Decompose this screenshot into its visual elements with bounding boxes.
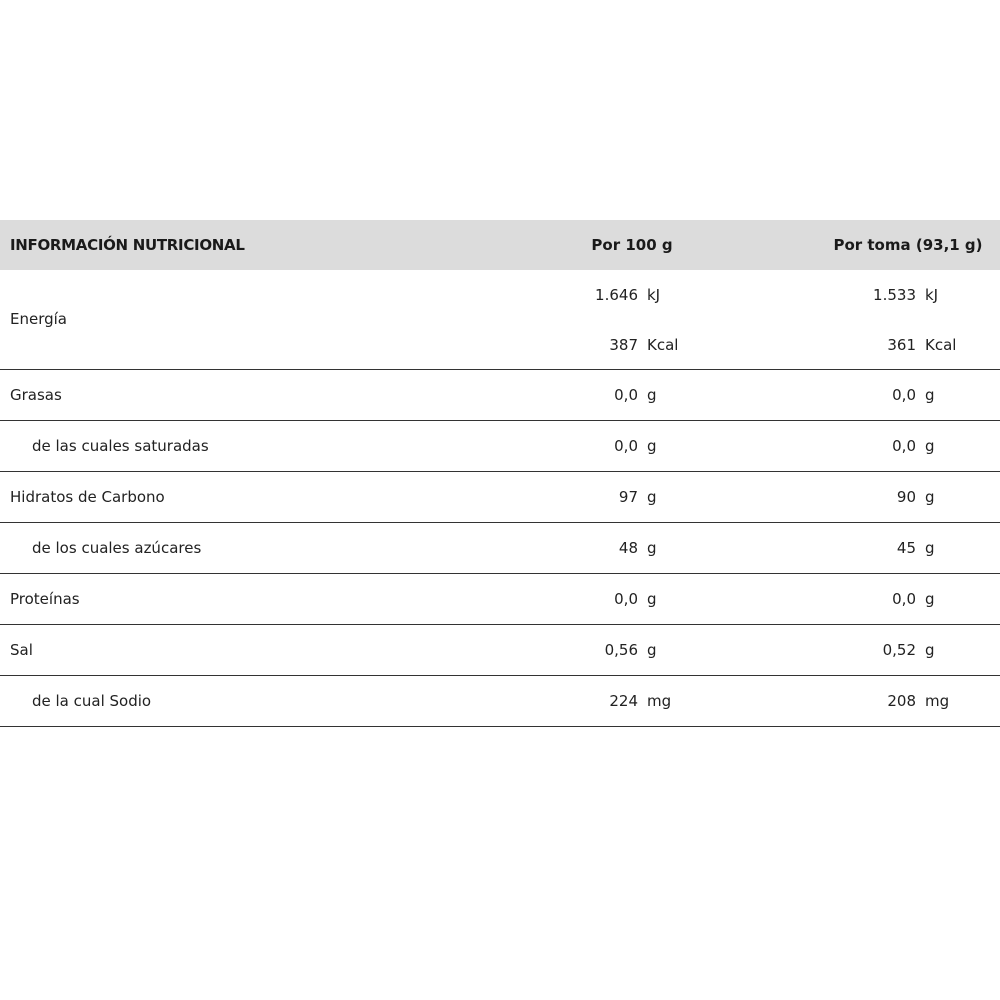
value: 0,0: [892, 590, 916, 608]
value-per-100g: [560, 370, 690, 420]
table-title: INFORMACIÓN NUTRICIONAL: [10, 236, 245, 254]
unit: g: [647, 641, 657, 659]
value: 0,0: [614, 590, 638, 608]
unit: g: [647, 437, 657, 455]
value: 45: [896, 539, 916, 557]
value-per-100g: [560, 421, 690, 471]
table-row-protein: [0, 574, 1000, 625]
value: 1.646: [595, 286, 638, 304]
unit: g: [647, 590, 657, 608]
unit: g: [925, 488, 935, 506]
value: 0,52: [882, 641, 916, 659]
row-label: Proteínas: [10, 590, 80, 608]
unit: g: [925, 539, 935, 557]
nutrition-table: [0, 220, 1000, 727]
unit: g: [647, 386, 657, 404]
value-per-serving: [838, 625, 968, 675]
unit: g: [647, 488, 657, 506]
unit: mg: [925, 692, 950, 710]
unit: g: [647, 539, 657, 557]
energy-kcal-per-100g: [560, 320, 690, 370]
unit: g: [925, 386, 935, 404]
row-label: Energía: [10, 310, 67, 328]
value-per-100g: [560, 472, 690, 522]
value: 387: [609, 336, 638, 354]
value: 0,0: [614, 386, 638, 404]
table-row-energy: [0, 270, 1000, 370]
value-per-100g: [560, 574, 690, 624]
row-label: de la cual Sodio: [32, 692, 152, 710]
table-header: [0, 220, 1000, 270]
value: 224: [609, 692, 638, 710]
table-row-sodium: [0, 676, 1000, 727]
unit: mg: [647, 692, 672, 710]
table-row-salt: [0, 625, 1000, 676]
value-per-serving: [838, 676, 968, 726]
value: 0,0: [614, 437, 638, 455]
row-label: Sal: [10, 641, 33, 659]
unit: Kcal: [647, 336, 679, 354]
unit: g: [925, 437, 935, 455]
row-label: Grasas: [10, 386, 62, 404]
value: 0,0: [892, 386, 916, 404]
value: 90: [896, 488, 916, 506]
value-per-100g: [560, 676, 690, 726]
row-label: Hidratos de Carbono: [10, 488, 165, 506]
value: 97: [618, 488, 638, 506]
energy-kcal-per-serving: [838, 320, 968, 370]
value-per-serving: [838, 421, 968, 471]
value-per-100g: [560, 625, 690, 675]
value: 0,0: [892, 437, 916, 455]
unit: kJ: [925, 286, 939, 304]
unit: Kcal: [925, 336, 957, 354]
value-per-100g: [560, 523, 690, 573]
table-row-carbohydrates: [0, 472, 1000, 523]
value: 208: [887, 692, 916, 710]
column-header-per-serving: Por toma (93,1 g): [833, 236, 983, 254]
energy-kj-per-100g: [560, 270, 690, 320]
table-row-sugars: [0, 523, 1000, 574]
unit: g: [925, 641, 935, 659]
row-label: de las cuales saturadas: [32, 437, 209, 455]
value-per-serving: [838, 370, 968, 420]
row-label: de los cuales azúcares: [32, 539, 202, 557]
column-header-per-100g: Por 100 g: [591, 236, 673, 254]
energy-kj-per-serving: [838, 270, 968, 320]
unit: kJ: [647, 286, 661, 304]
value-per-serving: [838, 523, 968, 573]
value: 1.533: [873, 286, 916, 304]
table-row-fat: [0, 370, 1000, 421]
value-per-serving: [838, 574, 968, 624]
value-per-serving: [838, 472, 968, 522]
value: 0,56: [604, 641, 638, 659]
value: 361: [887, 336, 916, 354]
unit: g: [925, 590, 935, 608]
table-row-saturated-fat: [0, 421, 1000, 472]
value: 48: [618, 539, 638, 557]
